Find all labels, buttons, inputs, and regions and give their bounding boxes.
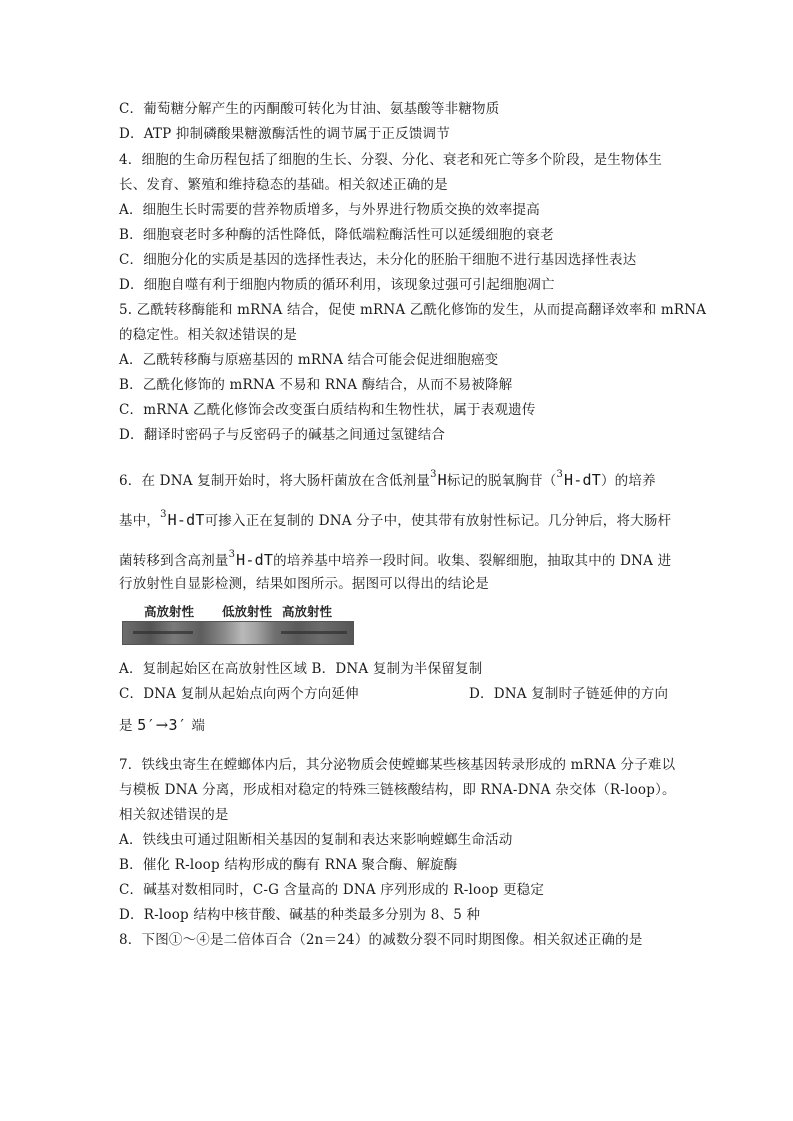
q6-text: 端: [191, 718, 206, 734]
q6-stem-line4: 行放射性自显影检测，结果如图所示。据图可以得出的结论是: [119, 576, 489, 592]
q5-option-c: C．mRNA 乙酰化修饰会改变蛋白质结构和生物性状，属于表观遗传: [119, 402, 536, 418]
isotope-mass: 3: [556, 469, 564, 480]
q7-option-d: D．R-loop 结构中核苷酸、碱基的种类最多分别为 8、5 种: [119, 907, 481, 923]
isotope-mass: 3: [228, 549, 236, 560]
high-radioactivity-band: [281, 631, 347, 634]
q7-stem-line3: 相关叙述错误的是: [119, 807, 229, 823]
q6-text: 基中，: [119, 513, 161, 529]
q6-stem-line3: [119, 545, 671, 571]
five-prime: 5′: [137, 716, 156, 734]
q7-stem-line2: 与模板 DNA 分离，形成相对稳定的特殊三链核酸结构，即 RNA-DNA 杂交体（R-loop）。: [119, 782, 676, 798]
q5-option-d: D．翻译时密码子与反密码子的碱基之间通过氢键结合: [119, 427, 446, 443]
q6-stem-line1: [119, 465, 656, 491]
q7-option-c: C．碱基对数相同时，C-G 含量高的 DNA 序列形成的 R-loop 更稳定: [119, 882, 545, 898]
q6-text: ）的培养: [600, 473, 656, 489]
label-high-radioactivity-left: 高放射性: [144, 604, 195, 619]
isotope-mass: 3: [160, 509, 167, 520]
three-prime: 3′: [168, 716, 187, 734]
q6-option-d-continued: [119, 715, 205, 736]
q4-stem-line1: 4．细胞的生命历程包括了细胞的生长、分裂、分化、衰老和死亡等多个阶段，是生物体生: [119, 152, 663, 168]
q5-option-b: B．乙酰化修饰的 mRNA 不易和 RNA 酶结合，从而不易被降解: [119, 377, 513, 393]
figure-labels: [122, 603, 354, 620]
right-arrow-icon: →: [155, 716, 169, 734]
q6-text: 是: [119, 718, 133, 734]
isotope-mass: 3: [430, 469, 437, 480]
hdt-symbol: H-dT: [236, 551, 274, 569]
q3-option-c: C．葡萄糖分解产生的丙酮酸可转化为甘油、氨基酸等非糖物质: [119, 101, 500, 117]
autoradiograph-figure: [122, 603, 354, 647]
q6-text: 6．在 DNA 复制开始时，将大肠杆菌放在含低剂量: [119, 473, 431, 489]
q6-option-d: D．DNA 复制时子链延伸的方向: [469, 686, 669, 702]
q7-stem-line1: 7．铁线虫寄生在螳螂体内后，其分泌物质会使螳螂某些核基因转录形成的 mRNA 分子难以: [119, 757, 676, 773]
label-high-radioactivity-right: 高放射性: [282, 604, 333, 619]
tritium-symbol: H: [437, 471, 447, 489]
q7-option-b: B．催化 R-loop 结构形成的酶有 RNA 聚合酶、解旋酶: [119, 857, 458, 873]
q6-text: 菌转移到含高剂量: [119, 553, 229, 569]
autoradiograph-strip: [122, 621, 354, 645]
label-low-radioactivity: 低放射性: [222, 604, 273, 619]
q8-stem: 8．下图①～④是二倍体百合（2n＝24）的减数分裂不同时期图像。相关叙述正确的是: [119, 932, 643, 948]
q4-option-c: C．细胞分化的实质是基因的选择性表达，未分化的胚胎干细胞不进行基因选择性表达: [119, 252, 637, 268]
hdt-symbol: H-dT: [167, 511, 205, 529]
q6-text: 标记的脱氧胸苷（: [446, 473, 557, 489]
hdt-symbol: H-dT: [564, 471, 601, 489]
q4-option-a: A．细胞生长时需要的营养物质增多，与外界进行物质交换的效率提高: [119, 202, 540, 218]
q7-option-a: A．铁线虫可通过阻断相关基因的复制和表达来影响螳螂生命活动: [119, 832, 513, 848]
q6-option-a-b: A．复制起始区在高放射性区域 B．DNA 复制为半保留复制: [119, 661, 483, 677]
q6-stem-line2: [119, 505, 671, 531]
q5-stem-line2: 的稳定性。相关叙述错误的是: [119, 327, 298, 343]
q4-option-b: B．细胞衰老时多种酶的活性降低，降低端粒酶活性可以延缓细胞的衰老: [119, 227, 554, 243]
q4-option-d: D．细胞自噬有利于细胞内物质的循环利用，该现象过强可引起细胞凋亡: [119, 277, 555, 293]
q5-stem-line1: 5. 乙酰转移酶能和 mRNA 结合，促使 mRNA 乙酰化修饰的发生，从而提高翻译效率和 mRNA: [119, 302, 707, 318]
q6-text: 可掺入正在复制的 DNA 分子中，使其带有放射性标记。几分钟后，将大肠杆: [204, 513, 672, 529]
q5-option-a: A．乙酰转移酶与原癌基因的 mRNA 结合可能会促进细胞癌变: [119, 352, 499, 368]
q3-option-d: D．ATP 抑制磷酸果糖激酶活性的调节属于正反馈调节: [119, 126, 450, 142]
q6-option-c: C．DNA 复制从起始点向两个方向延伸: [119, 686, 359, 702]
q6-text: 的培养基中培养一段时间。收集、裂解细胞，抽取其中的 DNA 进: [273, 553, 672, 569]
q4-stem-line2: 长、发育、繁殖和维持稳态的基础。相关叙述正确的是: [119, 177, 448, 193]
high-radioactivity-band: [133, 631, 193, 634]
